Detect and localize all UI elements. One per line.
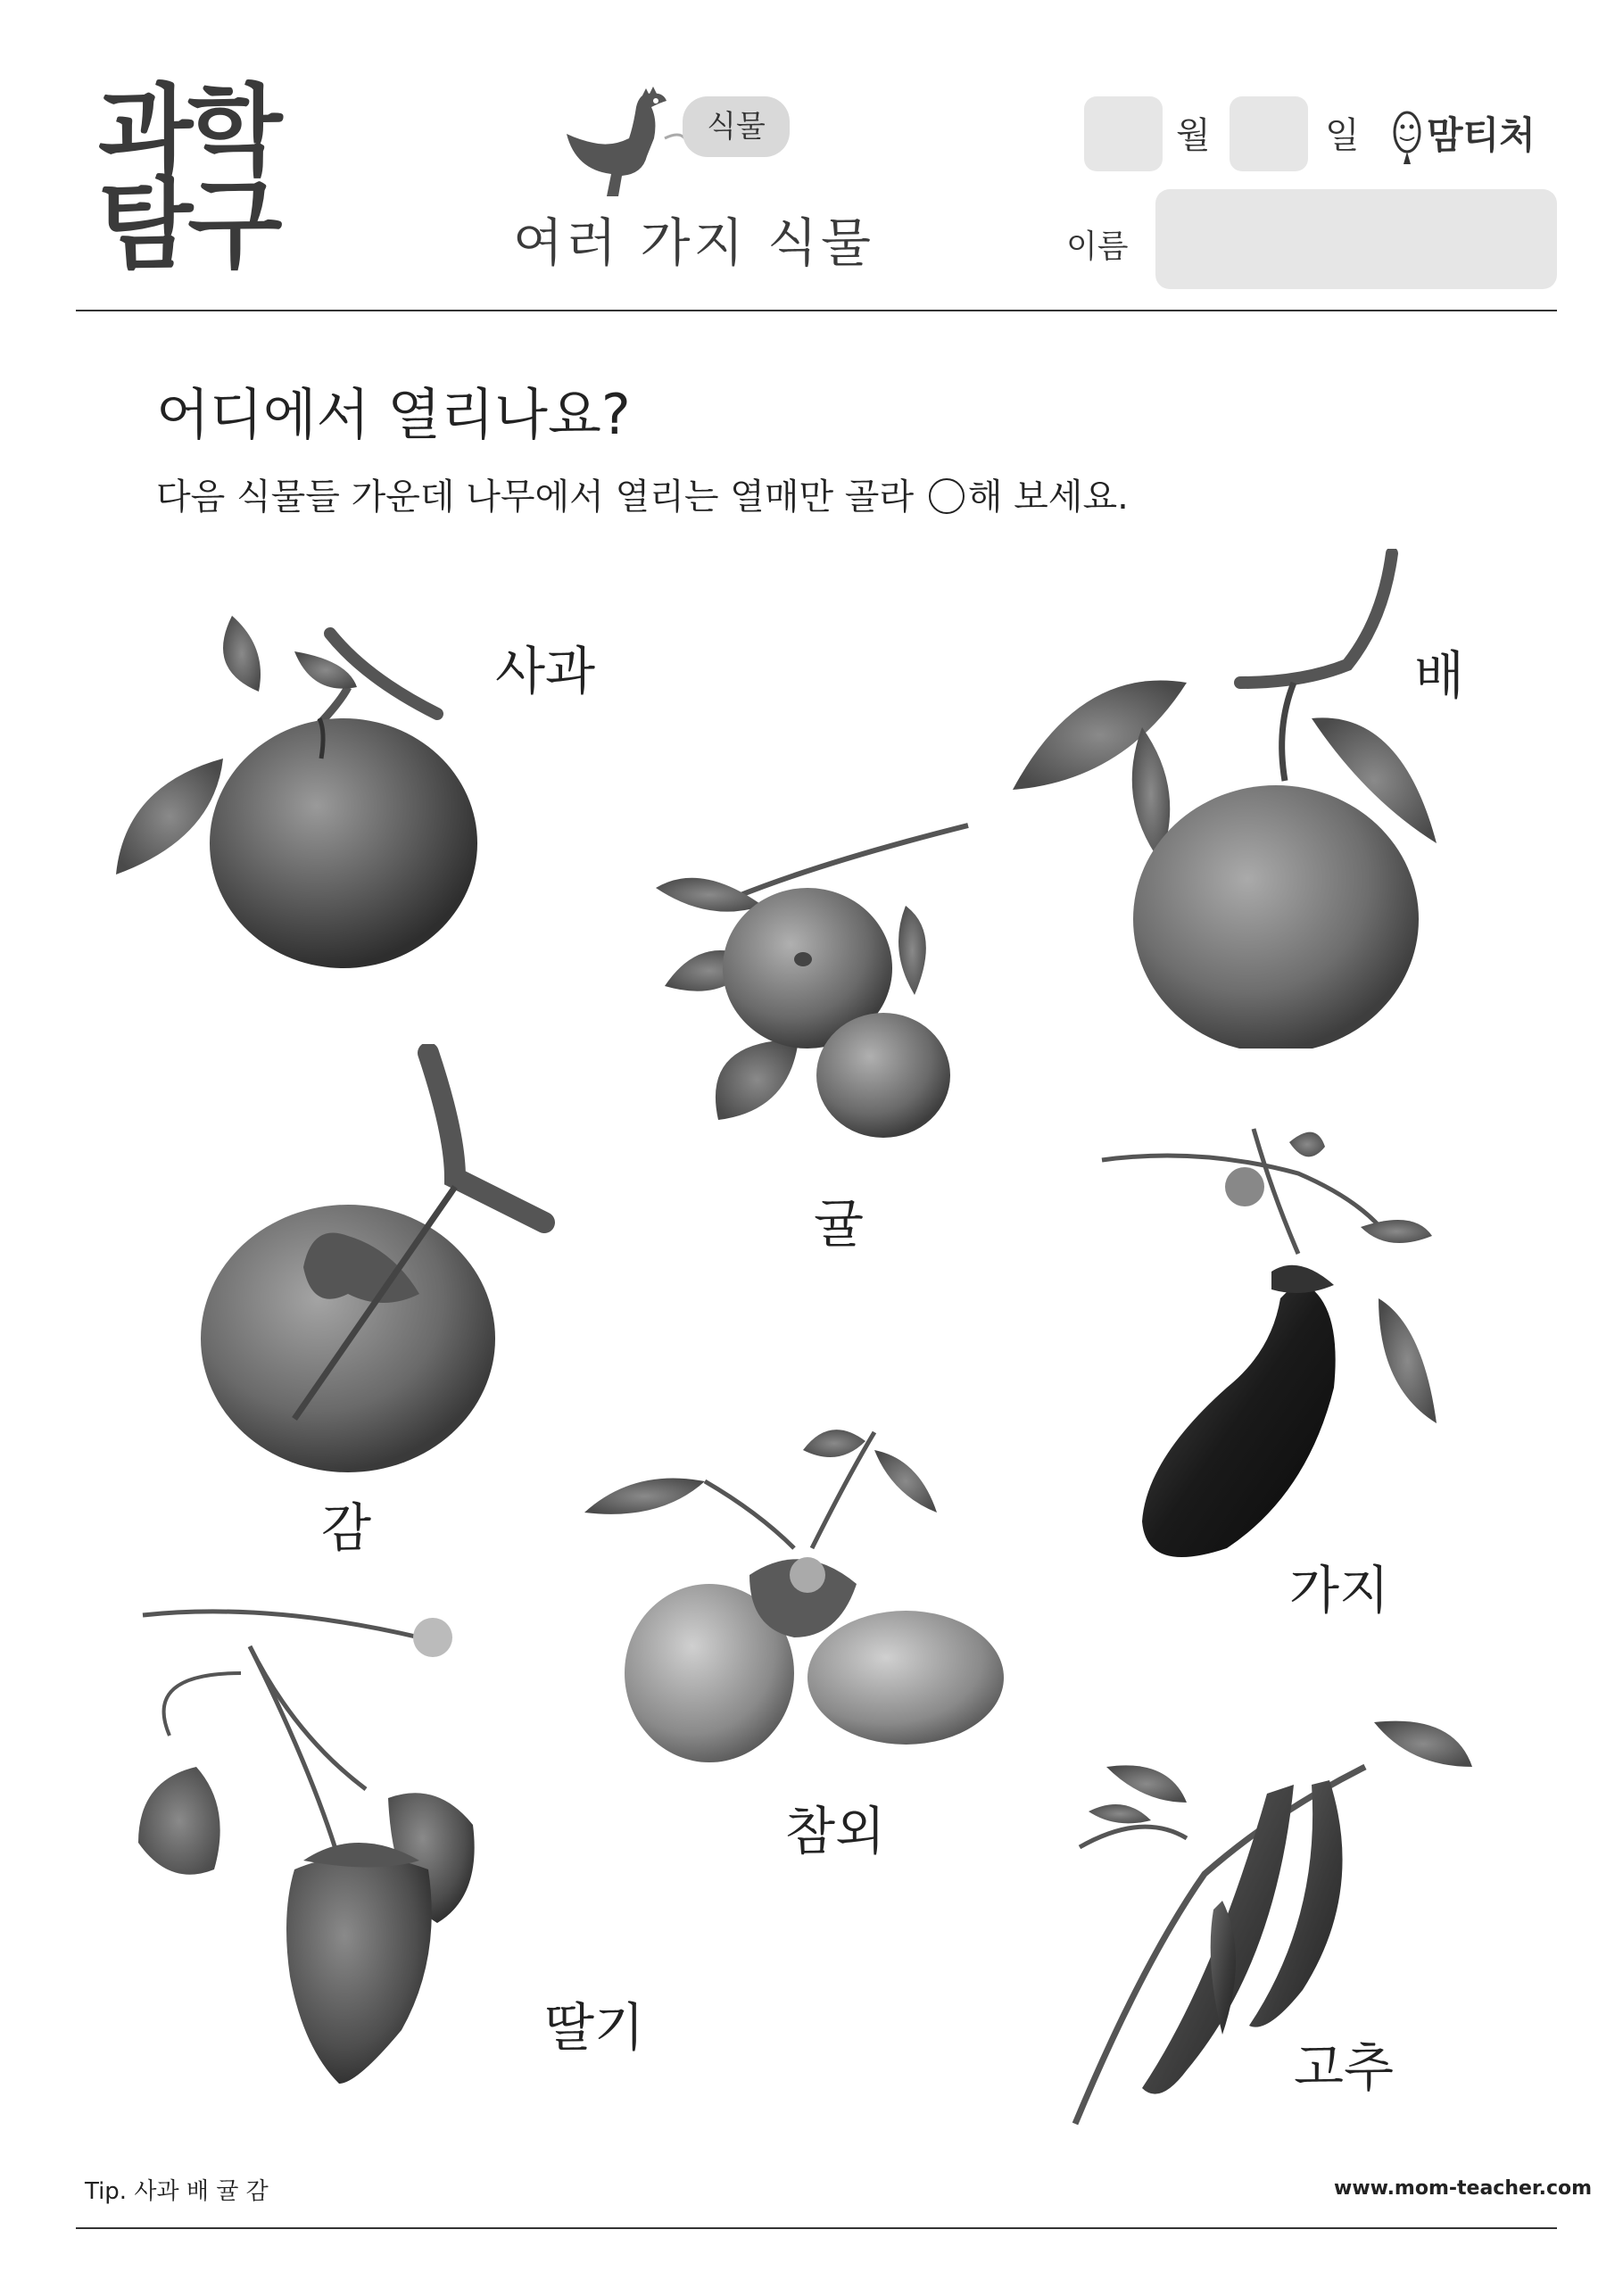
- month-input[interactable]: [1084, 96, 1163, 171]
- fruit-label-apple: 사과: [495, 641, 596, 701]
- month-label: 월: [1176, 115, 1211, 156]
- fruit-label-eggplant: 가지: [1289, 1560, 1390, 1620]
- fruit-label-chili-pepper: 고추: [1294, 2037, 1395, 2098]
- fruit-label-korean-melon: 참외: [785, 1801, 886, 1861]
- pencil-mascot-icon: [1387, 96, 1557, 170]
- brand-line-2: 탐구: [98, 168, 277, 282]
- topic-badge: 식물: [683, 96, 790, 157]
- brand-line-1: 과학: [98, 74, 277, 188]
- strawberry-illustration[interactable]: [134, 1602, 535, 2101]
- instruction-text: [156, 468, 1129, 519]
- fruit-label-pear: 배: [1414, 645, 1465, 706]
- sheet-title: 여러 가지 식물: [513, 212, 875, 273]
- tangerine-illustration[interactable]: [647, 808, 1004, 1165]
- apple-illustration[interactable]: [107, 607, 509, 982]
- header-divider: [76, 310, 1557, 311]
- footer-divider: [76, 2227, 1557, 2229]
- fruit-label-persimmon: 감: [321, 1497, 372, 1558]
- fruit-label-strawberry: 딸기: [544, 1997, 645, 2058]
- brand-title: [98, 74, 294, 282]
- day-label: 일: [1325, 115, 1360, 156]
- day-input[interactable]: [1230, 96, 1308, 171]
- site-url[interactable]: www.mom-teacher.com: [1334, 2177, 1593, 2200]
- logo: [1387, 96, 1557, 170]
- logo-text: 맘티처: [1427, 113, 1536, 157]
- persimmon-illustration[interactable]: [187, 1044, 562, 1472]
- tip-text: Tip. 사과 배 귤 감: [85, 2178, 269, 2205]
- korean-melon-illustration[interactable]: [580, 1397, 1008, 1771]
- instruction-after: 해 보세요.: [967, 477, 1129, 518]
- chili-pepper-illustration[interactable]: [1071, 1695, 1481, 2133]
- fruit-label-tangerine: 귤: [814, 1194, 865, 1255]
- name-input[interactable]: [1155, 189, 1557, 289]
- eggplant-illustration[interactable]: [1093, 1120, 1468, 1584]
- question-title: 어디에서 열리나요?: [156, 382, 631, 447]
- circle-mark-icon: [929, 478, 965, 514]
- name-label: 이름: [1066, 228, 1129, 265]
- instruction-before: 다음 식물들 가운데 나무에서 열리는 열매만 골라: [156, 477, 925, 518]
- pear-illustration[interactable]: [1008, 549, 1472, 1049]
- dinosaur-icon: [558, 85, 691, 201]
